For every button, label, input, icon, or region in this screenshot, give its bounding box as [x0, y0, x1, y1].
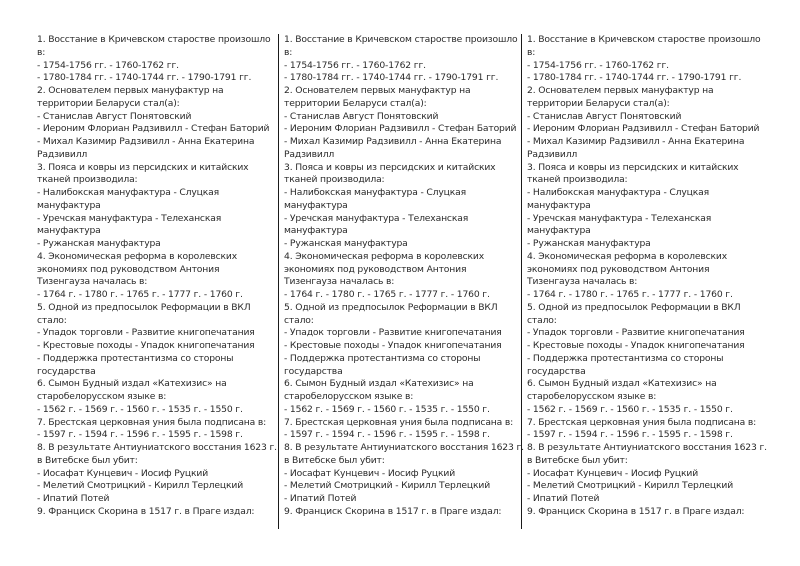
question-line: - Крестовые походы - Упадок книгопечатания — [284, 340, 502, 351]
question-line: - Ипатий Потей — [284, 493, 357, 504]
question-line: - 1562 г. - 1569 г. - 1560 г. - 1535 г. - 1550 г. — [527, 403, 733, 415]
quiz-column-1 — [37, 34, 275, 529]
question-line: - Налибокская мануфактура - Слуцкая — [284, 187, 467, 198]
question-line: 4. Экономическая реформа в королевских — [37, 250, 238, 262]
question-line: тканей производила: — [284, 174, 385, 186]
question-line: в Витебске был убит: — [284, 454, 385, 466]
question-line: 3. Пояса и ковры из персидских и китайских — [284, 161, 496, 173]
question-line: 2. Основателем первых мануфактур на — [284, 85, 471, 96]
question-line: мануфактура — [527, 225, 591, 237]
question-line: - Иосафат Кунцевич - Иосиф Руцкий — [527, 467, 699, 479]
question-line: Тизенгауза началась в: — [527, 276, 638, 288]
question-line: - 1780-1784 гг. - 1740-1744 гг. - 1790-1791 гг. — [284, 72, 499, 84]
question-line: - 1764 г. - 1780 г. - 1765 г. - 1777 г. - 1760 г. — [37, 289, 243, 300]
question-line: - Ружанская мануфактура — [284, 238, 408, 249]
question-line: мануфактура — [284, 199, 348, 211]
question-line: территории Беларуси стал(а): — [37, 97, 180, 109]
question-line: в: — [527, 46, 536, 58]
question-line: - Ипатий Потей — [37, 493, 110, 504]
question-line: в: — [37, 46, 46, 58]
question-line: - 1562 г. - 1569 г. - 1560 г. - 1535 г. - 1550 г. — [284, 403, 490, 415]
question-line: 9. Франциск Скорина в 1517 г. в Праге издал: — [37, 505, 255, 517]
question-line: 9. Франциск Скорина в 1517 г. в Праге издал: — [527, 505, 745, 517]
question-line: 8. В результате Антиуниатского восстания 1623 г. — [284, 442, 524, 453]
question-line: - Михал Казимир Радзивилл - Анна Екатерина — [284, 136, 502, 147]
question-line: 5. Одной из предпосылок Реформации в ВКЛ — [527, 301, 741, 313]
question-line: тканей производила: — [37, 174, 138, 186]
question-line: 9. Франциск Скорина в 1517 г. в Праге издал: — [284, 505, 502, 517]
question-line: стало: — [527, 314, 557, 326]
question-line: Радзивилл — [284, 148, 335, 160]
question-line: территории Беларуси стал(а): — [527, 97, 670, 109]
question-line: Радзивилл — [527, 148, 578, 160]
question-line: - 1562 г. - 1569 г. - 1560 г. - 1535 г. - 1550 г. — [37, 403, 243, 415]
question-line: - Михал Казимир Радзивилл - Анна Екатерина — [527, 136, 745, 147]
question-line: мануфактура — [37, 199, 101, 211]
question-line: старобелорусском языке в: — [527, 391, 657, 402]
question-line: - Иосафат Кунцевич - Иосиф Руцкий — [37, 467, 209, 479]
question-line: - 1780-1784 гг. - 1740-1744 гг. - 1790-1791 гг. — [527, 72, 742, 84]
question-line: 7. Брестская церковная уния была подписана в: — [527, 416, 757, 428]
question-line: - 1597 г. - 1594 г. - 1596 г. - 1595 г. - 1598 г. — [284, 429, 490, 441]
question-line: - 1780-1784 гг. - 1740-1744 гг. - 1790-1791 гг. — [37, 72, 252, 84]
question-line: - Ипатий Потей — [527, 493, 600, 504]
question-line: 7. Брестская церковная уния была подписана в: — [37, 416, 267, 428]
question-line: 1. Восстание в Кричевском старостве произошло — [527, 34, 761, 45]
question-line: - Уречская мануфактура - Телеханская — [284, 212, 469, 224]
question-line: - Мелетий Смотрицкий - Кирилл Терлецкий — [37, 480, 244, 492]
question-line: - Налибокская мануфактура - Слуцкая — [527, 187, 710, 198]
question-line: - Уречская мануфактура - Телеханская — [37, 212, 222, 224]
quiz-column-2 — [278, 34, 524, 529]
question-line: - 1597 г. - 1594 г. - 1596 г. - 1595 г. - 1598 г. — [37, 429, 243, 441]
question-line: стало: — [37, 314, 67, 326]
question-line: в: — [284, 46, 293, 58]
question-line: 8. В результате Антиуниатского восстания 1623 г. — [527, 442, 767, 453]
question-line: Тизенгауза началась в: — [284, 276, 395, 288]
question-line: 4. Экономическая реформа в королевских — [284, 250, 485, 262]
question-line: - Михал Казимир Радзивилл - Анна Екатерина — [37, 136, 255, 147]
question-line: - Поддержка протестантизма со стороны — [527, 352, 724, 364]
question-line: мануфактура — [284, 225, 348, 237]
question-line: 1. Восстание в Кричевском старостве произошло — [284, 34, 518, 45]
question-line: - Упадок торговли - Развитие книгопечатания — [527, 327, 745, 339]
question-line: 4. Экономическая реформа в королевских — [527, 250, 728, 262]
question-line: - 1764 г. - 1780 г. - 1765 г. - 1777 г. - 1760 г. — [527, 289, 733, 300]
question-line: 3. Пояса и ковры из персидских и китайских — [527, 161, 739, 173]
question-line: 3. Пояса и ковры из персидских и китайских — [37, 161, 249, 173]
question-line: 8. В результате Антиуниатского восстания 1623 г. — [37, 442, 277, 453]
question-line: экономиях под руководством Антония — [284, 263, 467, 275]
question-line: - Станислав Август Понятовский — [37, 110, 192, 122]
question-line: старобелорусском языке в: — [37, 391, 167, 402]
question-line: территории Беларуси стал(а): — [284, 97, 427, 109]
question-line: - Ружанская мануфактура — [37, 238, 161, 249]
question-line: - Крестовые походы - Упадок книгопечатания — [37, 340, 255, 351]
question-line: Тизенгауза началась в: — [37, 276, 148, 288]
question-line: - 1754-1756 гг. - 1760-1762 гг. — [527, 59, 669, 71]
question-line: 5. Одной из предпосылок Реформации в ВКЛ — [37, 301, 251, 313]
question-line: государства — [527, 365, 586, 377]
question-line: мануфактура — [37, 225, 101, 237]
question-line: - Ружанская мануфактура — [527, 238, 651, 249]
question-line: 2. Основателем первых мануфактур на — [37, 85, 224, 96]
question-line: - Крестовые походы - Упадок книгопечатания — [527, 340, 745, 351]
question-line: экономиях под руководством Антония — [527, 263, 710, 275]
question-line: - Поддержка протестантизма со стороны — [284, 352, 481, 364]
question-line: тканей производила: — [527, 174, 628, 186]
question-line: 6. Сымон Будный издал «Катехизис» на — [284, 378, 474, 390]
question-line: - 1597 г. - 1594 г. - 1596 г. - 1595 г. - 1598 г. — [527, 429, 733, 441]
question-line: - Иероним Флориан Радзивилл - Стефан Баторий — [37, 123, 270, 135]
question-line: - Упадок торговли - Развитие книгопечатания — [37, 327, 255, 339]
question-line: - Мелетий Смотрицкий - Кирилл Терлецкий — [527, 480, 734, 492]
question-line: - 1754-1756 гг. - 1760-1762 гг. — [37, 59, 179, 71]
question-line: - Мелетий Смотрицкий - Кирилл Терлецкий — [284, 480, 491, 492]
question-line: 6. Сымон Будный издал «Катехизис» на — [527, 378, 717, 390]
question-line: - Уречская мануфактура - Телеханская — [527, 212, 712, 224]
question-line: государства — [284, 365, 343, 377]
question-line: 6. Сымон Будный издал «Катехизис» на — [37, 378, 227, 390]
question-line: - Иосафат Кунцевич - Иосиф Руцкий — [284, 467, 456, 479]
question-line: 5. Одной из предпосылок Реформации в ВКЛ — [284, 301, 498, 313]
question-line: - 1754-1756 гг. - 1760-1762 гг. — [284, 59, 426, 71]
question-line: Радзивилл — [37, 148, 88, 160]
question-line: - Налибокская мануфактура - Слуцкая — [37, 187, 220, 198]
question-line: - Поддержка протестантизма со стороны — [37, 352, 234, 364]
question-line: 2. Основателем первых мануфактур на — [527, 85, 714, 96]
question-line: 7. Брестская церковная уния была подписана в: — [284, 416, 514, 428]
question-line: - Упадок торговли - Развитие книгопечатания — [284, 327, 502, 339]
question-line: стало: — [284, 314, 314, 326]
question-line: - Станислав Август Понятовский — [527, 110, 682, 122]
question-line: 1. Восстание в Кричевском старостве произошло — [37, 34, 271, 45]
quiz-column-3 — [521, 34, 766, 529]
question-line: - Станислав Август Понятовский — [284, 110, 439, 122]
question-line: - Иероним Флориан Радзивилл - Стефан Баторий — [284, 123, 517, 135]
question-line: - Иероним Флориан Радзивилл - Стефан Баторий — [527, 123, 760, 135]
question-line: старобелорусском языке в: — [284, 391, 414, 402]
question-line: в Витебске был убит: — [37, 454, 138, 466]
question-line: мануфактура — [527, 199, 591, 211]
question-line: - 1764 г. - 1780 г. - 1765 г. - 1777 г. - 1760 г. — [284, 289, 490, 300]
question-line: государства — [37, 365, 96, 377]
question-line: в Витебске был убит: — [527, 454, 628, 466]
question-line: экономиях под руководством Антония — [37, 263, 220, 275]
